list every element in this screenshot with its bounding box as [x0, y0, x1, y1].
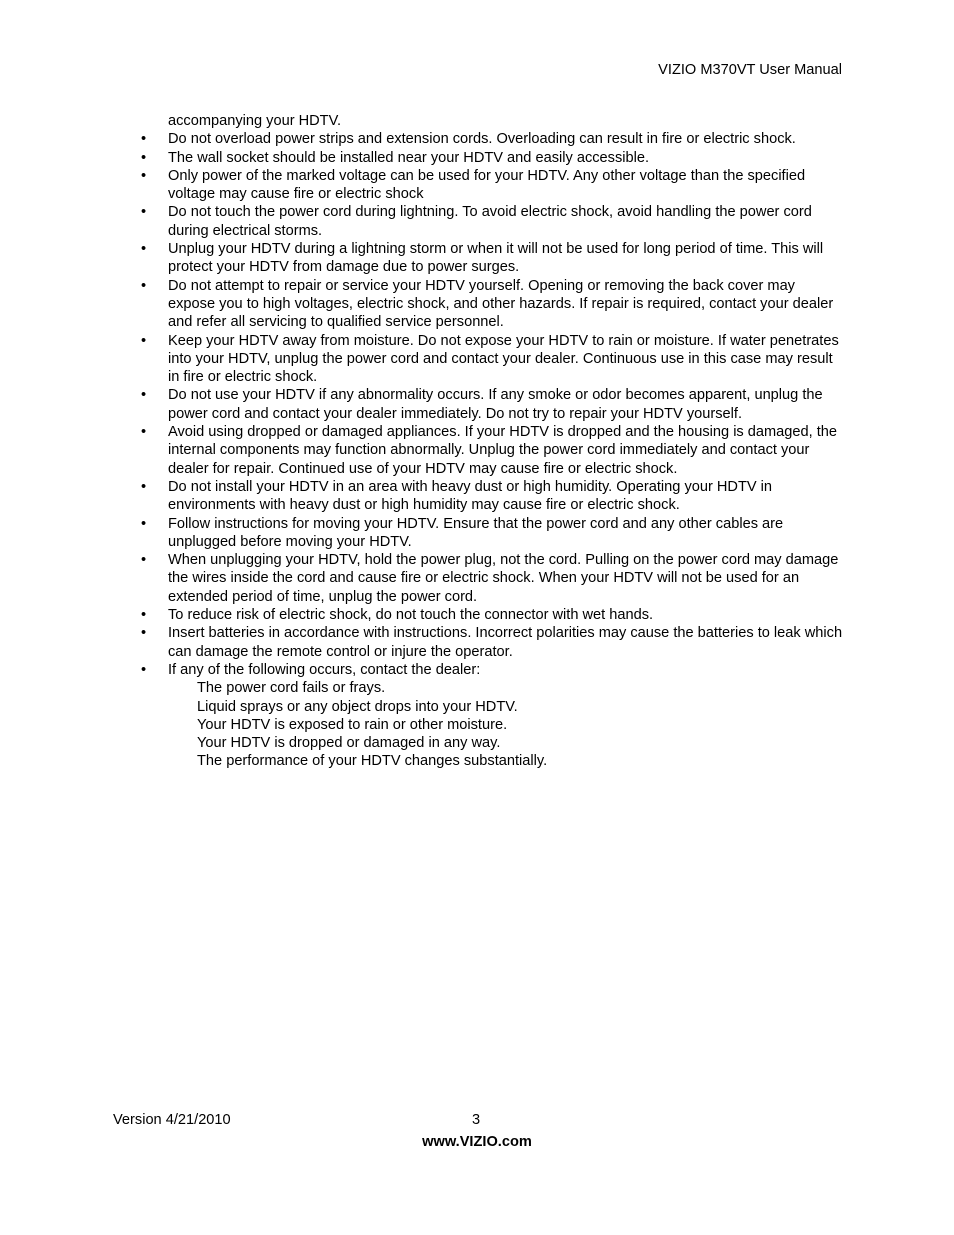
- bullet-icon: •: [141, 277, 147, 294]
- bullet-icon: •: [141, 625, 147, 642]
- bullet-icon: •: [141, 149, 147, 166]
- bullet-list: [141, 130, 846, 679]
- bullet-text: The wall socket should be installed near your HDTV and easily accessible.: [168, 149, 650, 166]
- dealer-condition-item: Your HDTV is dropped or damaged in any way.: [197, 735, 501, 752]
- safety-bullet-item: [141, 478, 846, 515]
- safety-instructions: [141, 112, 846, 771]
- continuation-text: accompanying your HDTV.: [168, 113, 342, 129]
- bullet-icon: •: [141, 241, 147, 258]
- safety-bullet-item: [141, 515, 846, 552]
- page-number: 3: [472, 1112, 481, 1128]
- safety-bullet-item: [141, 332, 846, 387]
- safety-bullet-item: [141, 240, 846, 277]
- bullet-icon: •: [141, 515, 147, 532]
- dealer-condition-item: The performance of your HDTV changes substantially.: [197, 753, 548, 770]
- bullet-text: Do not attempt to repair or service your HDTV yourself. Opening or removing the back cover may expose you to high voltages, electric shock, and other hazards. If repair is required, contact your dealer and refer all servicing to qualified service personnel.: [168, 277, 834, 331]
- bullet-icon: •: [141, 131, 147, 148]
- bullet-text: If any of the following occurs, contact the dealer:: [168, 661, 481, 678]
- safety-bullet-item: [141, 130, 846, 148]
- safety-bullet-item: [141, 423, 846, 478]
- safety-bullet-item: [141, 386, 846, 423]
- bullet-text: Keep your HDTV away from moisture. Do not expose your HDTV to rain or moisture. If water penetrates into your HDTV, unplug the power cord and contact your dealer. Continuous use in this case may result in fire or electric shock.: [168, 332, 839, 386]
- bullet-icon: •: [141, 204, 147, 221]
- manual-title: VIZIO M370VT User Manual: [658, 62, 842, 78]
- bullet-icon: •: [141, 478, 147, 495]
- bullet-text: Follow instructions for moving your HDTV. Ensure that the power cord and any other cables are unplugged before moving your HDTV.: [168, 515, 784, 550]
- bullet-text: When unplugging your HDTV, hold the power plug, not the cord. Pulling on the power cord may damage the wires inside the cord and cause fire or electric shock. When your HDTV will not be used for an extended period of time, unplug the power cord.: [168, 552, 839, 605]
- safety-bullet-item: [141, 551, 846, 606]
- bullet-text: Avoid using dropped or damaged appliances. If your HDTV is dropped and the housing is damaged, the internal components may function abnormally. Unplug the power cord immediately and contact your dealer for repair. Continued use of your HDTV may cause fire or electric shock.: [168, 424, 838, 477]
- bullet-text: To reduce risk of electric shock, do not touch the connector with wet hands.: [168, 607, 654, 624]
- safety-bullet-item: [141, 606, 846, 624]
- bullet-text: Do not use your HDTV if any abnormality occurs. If any smoke or odor becomes apparent, unplug the power cord and contact your dealer immediately. Do not try to repair your HDTV yourself.: [168, 387, 823, 422]
- bullet-icon: •: [141, 332, 147, 349]
- bullet-icon: •: [141, 607, 147, 624]
- bullet-text: Insert batteries in accordance with instructions. Incorrect polarities may cause the batteries to leak which can damage the remote control or injure the operator.: [168, 625, 843, 660]
- safety-bullet-item: [141, 277, 846, 332]
- bullet-icon: •: [141, 387, 147, 404]
- dealer-condition-item: Liquid sprays or any object drops into your HDTV.: [197, 698, 518, 715]
- bullet-icon: •: [141, 552, 147, 569]
- dealer-condition-item: Your HDTV is exposed to rain or other moisture.: [197, 716, 508, 733]
- bullet-icon: •: [141, 424, 147, 441]
- website-url: www.VIZIO.com: [422, 1134, 532, 1150]
- bullet-text: Do not overload power strips and extension cords. Overloading can result in fire or electric shock.: [168, 131, 796, 148]
- safety-bullet-item: [141, 149, 846, 167]
- safety-bullet-item: [141, 624, 846, 661]
- safety-bullet-item: [141, 203, 846, 240]
- dealer-conditions-list: [141, 679, 846, 770]
- version-date: Version 4/21/2010: [113, 1112, 231, 1128]
- bullet-text: Only power of the marked voltage can be used for your HDTV. Any other voltage than the specified voltage may cause fire or electric shock: [168, 167, 806, 203]
- safety-bullet-item: [141, 167, 846, 204]
- dealer-condition-item: The power cord fails or frays.: [197, 680, 386, 697]
- safety-bullet-item: [141, 661, 846, 679]
- bullet-text: Do not touch the power cord during lightning. To avoid electric shock, avoid handling the power cord during electrical storms.: [168, 204, 812, 239]
- bullet-icon: •: [141, 167, 147, 184]
- bullet-icon: •: [141, 661, 147, 678]
- bullet-text: Unplug your HDTV during a lightning storm or when it will not be used for long period of time. This will protect your HDTV from damage due to power surges.: [168, 241, 824, 276]
- bullet-text: Do not install your HDTV in an area with heavy dust or high humidity. Operating your HDTV in environments with heavy dust or high humidity may cause fire or electric shock.: [168, 478, 773, 514]
